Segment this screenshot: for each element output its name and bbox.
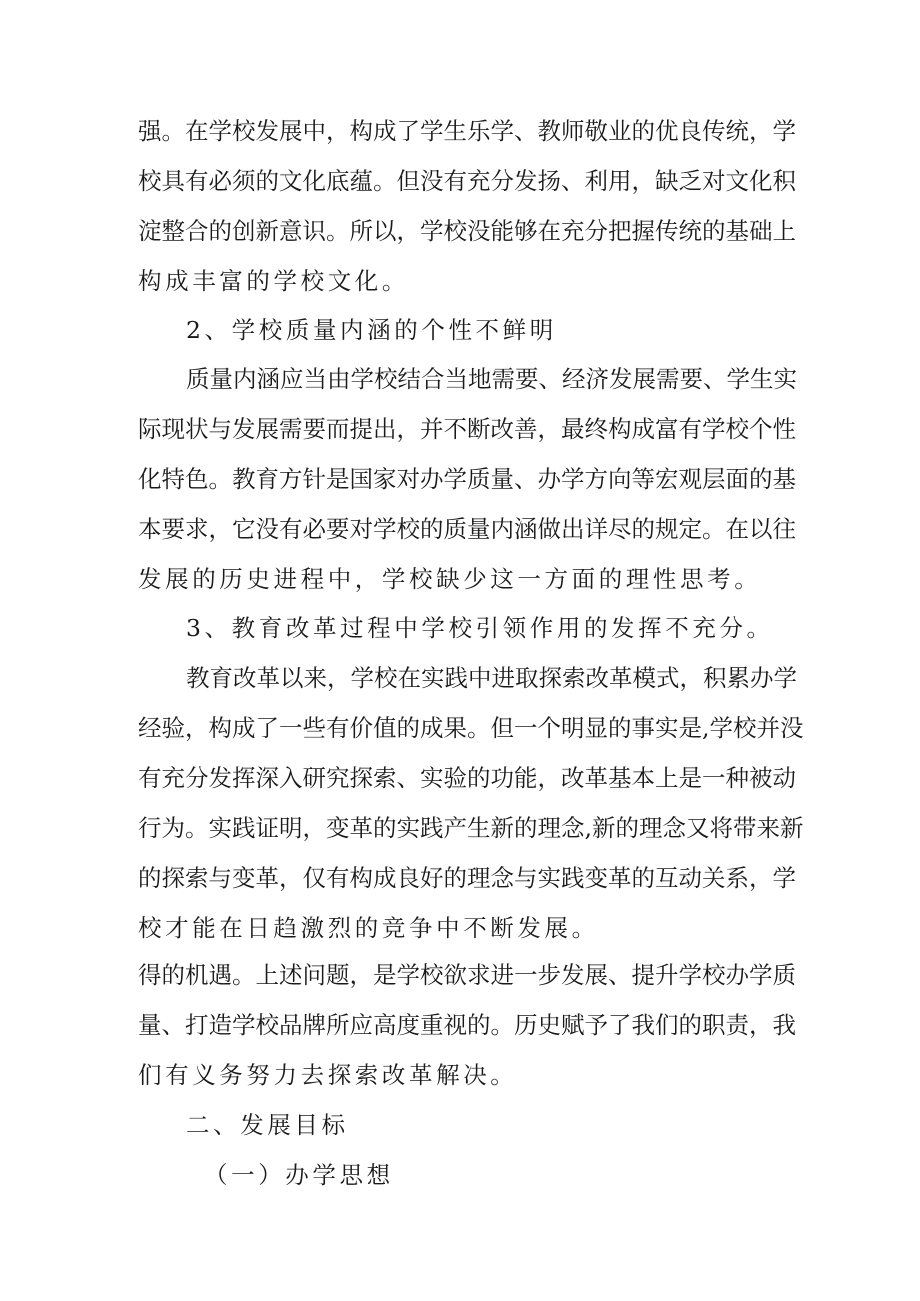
paragraph-line: 量、打造学校品牌所应高度重视的。历史赋予了我们的职责，我 [138,1011,796,1039]
paragraph-line: 校才能在日趋激烈的竞争中不断发展。 [138,914,599,942]
section-heading-goals: 二、发展目标 [186,1111,349,1139]
paragraph-line: 们有义务努力去探索改革解决。 [138,1061,518,1089]
paragraph-line: 的探索与变革，仅有构成良好的理念与实践变革的互动关系，学 [138,864,796,892]
paragraph-line: 强。在学校发展中，构成了学生乐学、教师敬业的优良传统，学 [138,117,796,145]
section-heading-3: 3、教育改革过程中学校引领作用的发挥不充分。 [186,614,774,642]
paragraph-line: 发展的历史进程中，学校缺少这一方面的理性思考。 [138,565,762,593]
section-heading-2: 2、学校质量内涵的个性不鲜明 [186,316,557,344]
paragraph-line: 经验，构成了一些有价值的成果。但一个明显的事实是,学校并没 [138,714,804,742]
subsection-heading-philosophy: （一）办学思想 [204,1161,394,1189]
paragraph-line: 质量内涵应当由学校结合当地需要、经济发展需要、学生实 [186,365,797,393]
paragraph-line: 有充分发挥深入研究探索、实验的功能，改革基本上是一种被动 [138,764,796,792]
paragraph-line: 校具有必须的文化底蕴。但没有充分发扬、利用，缺乏对文化积 [138,167,796,195]
paragraph-line: 化特色。教育方针是国家对办学质量、办学方向等宏观层面的基 [138,465,796,493]
paragraph-line: 构成丰富的学校文化。 [138,267,409,295]
paragraph-line: 本要求，它没有必要对学校的质量内涵做出详尽的规定。在以往 [138,515,796,543]
paragraph-line: 教育改革以来，学校在实践中进取探索改革模式，积累办学 [186,664,797,692]
paragraph-line: 际现状与发展需要而提出，并不断改善，最终构成富有学校个性 [138,415,796,443]
paragraph-line: 得的机遇。上述问题，是学校欲求进一步发展、提升学校办学质 [138,961,796,989]
paragraph-line: 行为。实践证明，变革的实践产生新的理念,新的理念又将带来新 [138,814,804,842]
paragraph-line: 淀整合的创新意识。所以，学校没能够在充分把握传统的基础上 [138,217,796,245]
